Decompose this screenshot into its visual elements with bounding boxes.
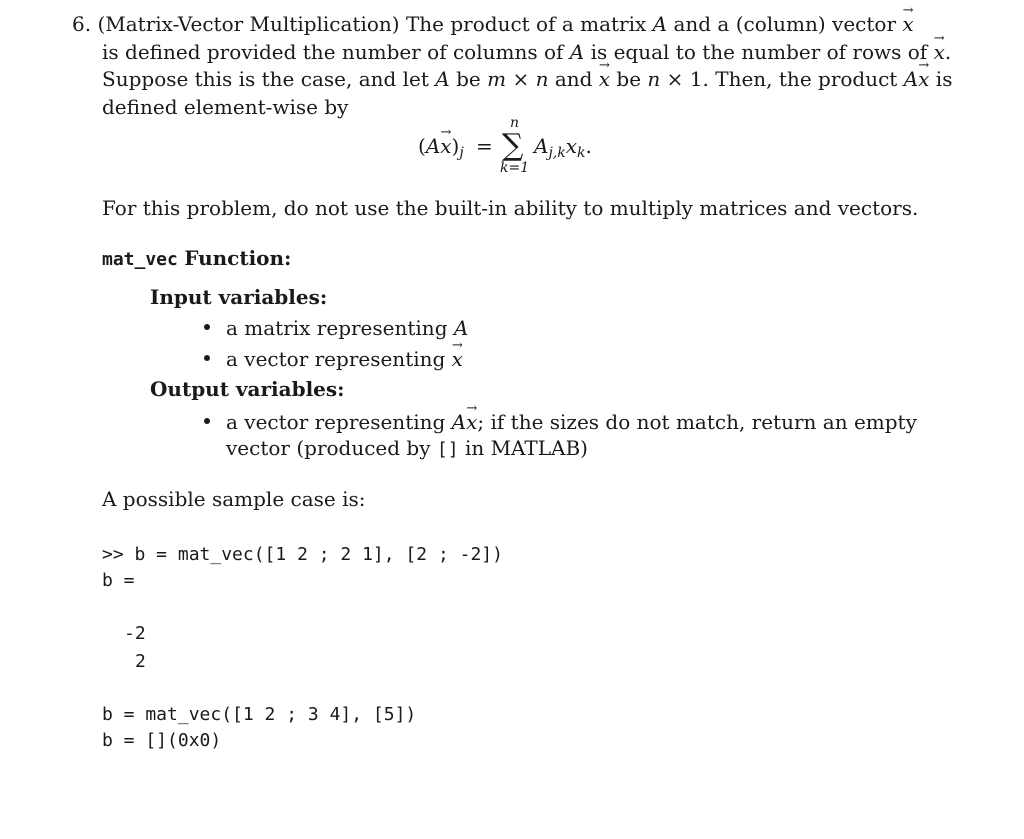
code-line-6: b = [](0x0): [102, 730, 222, 751]
code-line-3: -2: [124, 623, 146, 644]
math-vec-x: → x: [466, 410, 477, 434]
function-name: mat_vec: [102, 249, 178, 270]
code-line-5: b = mat_vec([1 2 ; 3 4], [5]): [102, 704, 417, 725]
problem-line-4: defined element-wise by: [102, 95, 349, 119]
math-sub-k: k: [577, 145, 586, 161]
text-span: in MATLAB): [464, 436, 588, 460]
code-line-2: b =: [102, 570, 135, 591]
text-span: a vector representing: [226, 410, 446, 434]
math-x: x: [565, 134, 578, 158]
math-vec-x: → x: [599, 67, 610, 91]
code-line-1: >> b = mat_vec([1 2 ; 2 1], [2 ; -2]): [102, 544, 503, 565]
text-span: is equal to the number of rows of: [590, 40, 928, 64]
text-span: is: [935, 67, 953, 91]
math-A: A: [569, 40, 585, 64]
output-item-line-1: [226, 410, 917, 434]
problem-line-3: [102, 67, 952, 91]
output-item-line-2: [226, 436, 588, 460]
code-line-4: 2: [135, 651, 146, 672]
math-vec-x: → x: [440, 134, 451, 158]
bullet-icon: [204, 355, 210, 361]
math-A: A: [435, 67, 450, 91]
text-span: a matrix representing: [226, 316, 448, 340]
text-span: and a (column) vector: [673, 12, 897, 36]
math-A: A: [903, 67, 919, 91]
math-m: m: [487, 67, 507, 91]
input-heading: Input variables:: [150, 285, 328, 309]
math-A: A: [451, 410, 467, 434]
math-vec-x: → x: [918, 67, 929, 91]
text-span: The product of a matrix: [405, 12, 647, 36]
text-span: . Then, the product: [702, 67, 898, 91]
text-span: Suppose this is the case, and let: [102, 67, 429, 91]
instruction-text: For this problem, do not use the built-in ability to multiply matrices and vectors.: [102, 196, 919, 220]
bullet-icon: [204, 324, 210, 330]
math-times: ×: [512, 67, 530, 91]
text-span: be: [456, 67, 481, 91]
input-item-2: [226, 347, 463, 371]
problem-title: (Matrix-Vector Multiplication): [97, 12, 400, 36]
equation-lhs: $(A\to x)_j$: [418, 134, 464, 161]
math-one: 1: [689, 67, 703, 91]
function-heading: [102, 246, 291, 270]
input-item-1: [226, 316, 468, 340]
math-vec-x: → x: [902, 12, 913, 36]
sum-upper-limit: n: [510, 115, 520, 131]
code-empty-brackets: []: [436, 439, 459, 460]
text-span: be: [616, 67, 642, 91]
math-sub-j: j: [459, 145, 464, 161]
equation: [418, 115, 618, 180]
math-n: n: [647, 67, 661, 91]
math-A: A: [652, 12, 668, 36]
bullet-icon: [204, 418, 210, 424]
math-A: A: [425, 134, 441, 158]
math-vec-x: → x: [452, 347, 463, 371]
problem-line-2: is defined provided the number of columns of A is equal to the number of rows of → x.: [102, 40, 951, 64]
equals-sign: =: [476, 134, 493, 158]
problem-line-1: [72, 12, 914, 36]
math-A: A: [453, 316, 469, 340]
sample-intro: A possible sample case is:: [102, 487, 366, 511]
function-heading-suffix: Function:: [184, 246, 292, 270]
sum-lower-limit: k=1: [500, 160, 530, 176]
math-sub-jk: j,k: [548, 145, 566, 161]
text-span: and: [554, 67, 593, 91]
math-A: A: [534, 134, 549, 158]
output-heading: Output variables:: [150, 377, 345, 401]
math-vec-x: → x: [934, 40, 945, 64]
sum-symbol: ∑: [502, 128, 524, 163]
math-n: n: [535, 67, 549, 91]
equation-rhs: $A_{j,k}x_k$.: [534, 134, 592, 161]
math-times: ×: [666, 67, 684, 91]
text-span: vector (produced by: [226, 436, 431, 460]
text-span: a vector representing: [226, 347, 446, 371]
text-span: is defined provided the number of columns of: [102, 40, 564, 64]
text-span: ; if the sizes do not match, return an empty: [477, 410, 917, 434]
problem-number: 6.: [72, 12, 92, 36]
